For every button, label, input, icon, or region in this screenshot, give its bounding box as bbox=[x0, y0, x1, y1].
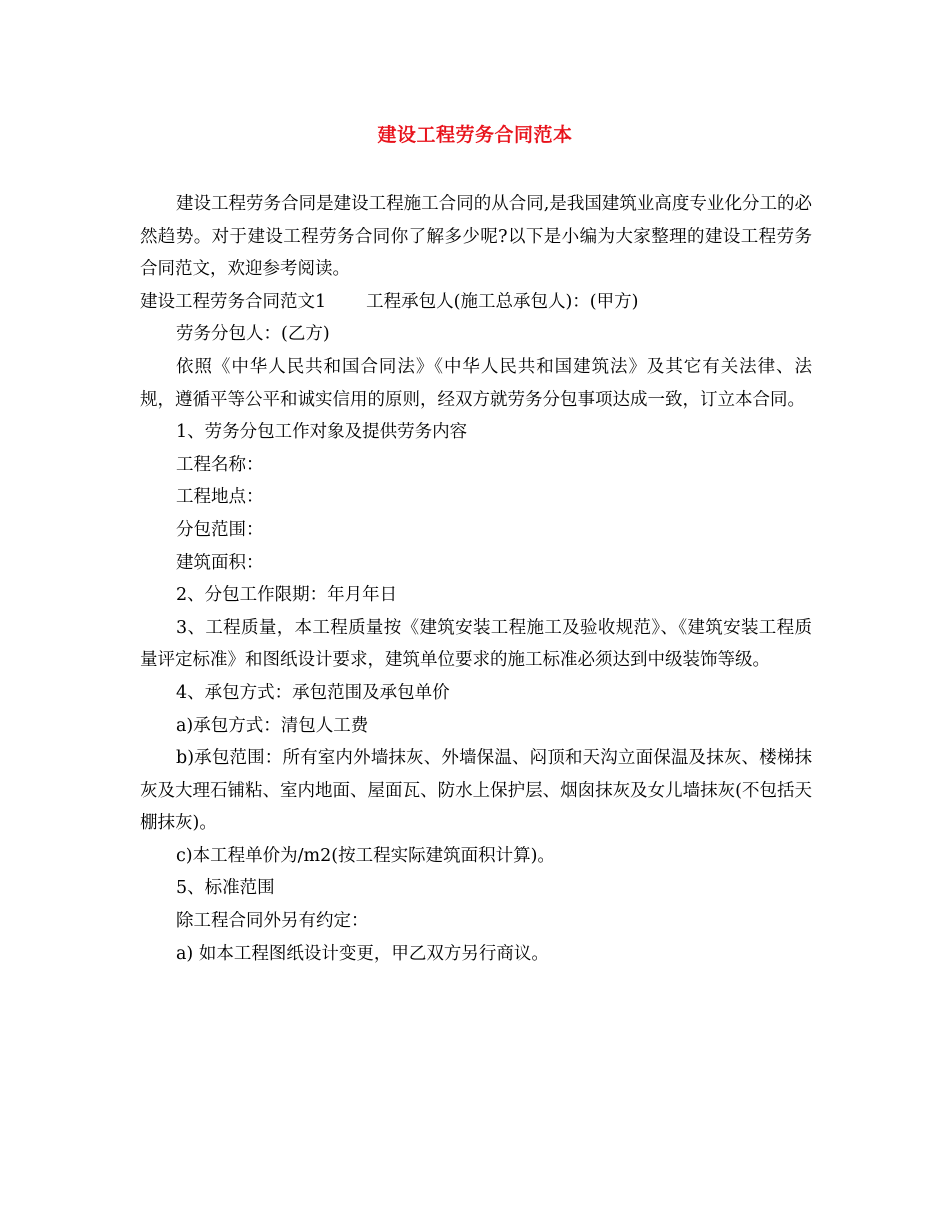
item-c-line: c)本工程单价为/m2(按工程实际建筑面积计算)。 bbox=[176, 845, 555, 866]
document-title: 建设工程劳务合同范本 bbox=[377, 124, 573, 146]
section-4-heading: 4、承包方式：承包范围及承包单价 bbox=[176, 682, 450, 703]
document-body bbox=[140, 188, 812, 970]
party-b-line: 劳务分包人：(乙方) bbox=[176, 324, 330, 345]
item-a2-line: a) 如本工程图纸设计变更，甲乙双方另行商议。 bbox=[176, 943, 549, 964]
section-1-heading: 1、劳务分包工作对象及提供劳务内容 bbox=[176, 422, 468, 443]
except-line: 除工程合同外另有约定： bbox=[176, 911, 369, 932]
sample-heading-line bbox=[140, 286, 812, 319]
area-field: 建筑面积： bbox=[176, 552, 264, 573]
party-a-line: 工程承包人(施工总承包人)：(甲方) bbox=[366, 291, 639, 312]
intro-paragraph: 建设工程劳务合同是建设工程施工合同的从合同,是我国建筑业高度专业化分工的必然趋势。对于建设工程劳务合同你了解多少呢?以下是小编为大家整理的建设工程劳务合同范文，欢迎参考阅读。 bbox=[140, 194, 812, 280]
sample-heading: 建设工程劳务合同范文1 bbox=[140, 291, 327, 312]
project-location-field: 工程地点： bbox=[176, 487, 264, 508]
basis-paragraph: 依照《中华人民共和国合同法》《中华人民共和国建筑法》及其它有关法律、法规，遵循平等公平和诚实信用的原则，经双方就劳务分包事项达成一致，订立本合同。 bbox=[140, 356, 812, 410]
section-2-heading: 2、分包工作限期：年月年日 bbox=[176, 585, 398, 606]
section-5-heading: 5、标准范围 bbox=[176, 878, 275, 899]
project-name-field: 工程名称： bbox=[176, 454, 264, 475]
item-a-line: a)承包方式：清包人工费 bbox=[176, 715, 369, 736]
item-b-paragraph: b)承包范围：所有室内外墙抹灰、外墙保温、闷顶和天沟立面保温及抹灰、楼梯抹灰及大理石铺粘、室内地面、屋面瓦、防水上保护层、烟囱抹灰及女儿墙抹灰(不包括天棚抹灰)。 bbox=[140, 748, 812, 834]
section-3-paragraph: 3、工程质量，本工程质量按《建筑安装工程施工及验收规范》、《建筑安装工程质量评定标准》和图纸设计要求，建筑单位要求的施工标准必须达到中级装饰等级。 bbox=[140, 617, 812, 671]
scope-field: 分包范围： bbox=[176, 519, 264, 540]
